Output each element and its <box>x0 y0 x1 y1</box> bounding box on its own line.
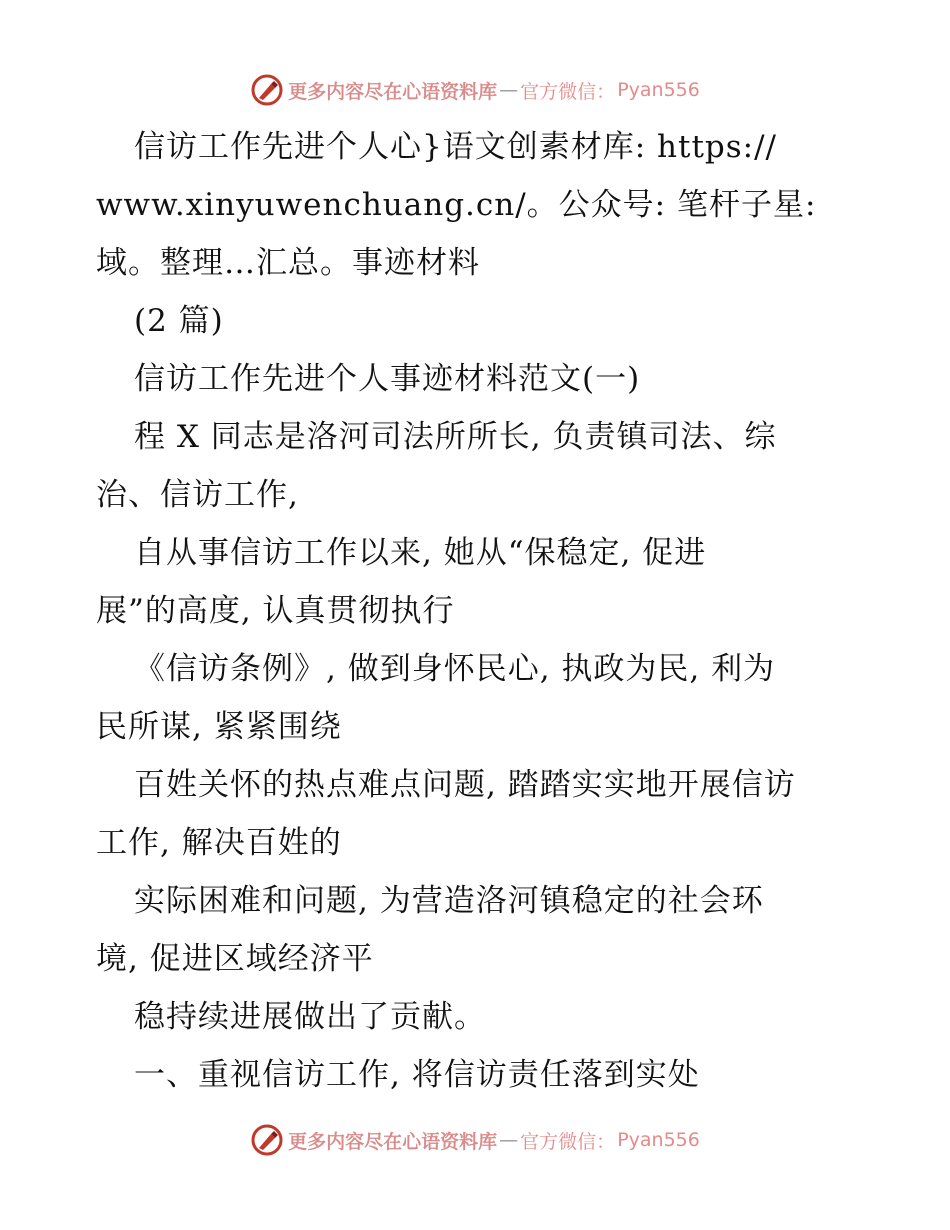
pen-logo-icon <box>250 1123 284 1157</box>
pen-logo-icon <box>250 73 284 107</box>
text-line: 《信访条例》, 做到身怀民心, 执政为民, 利为 <box>134 651 776 687</box>
banner-sub-text: 官方微信： <box>520 80 616 103</box>
text-line: 民所谋, 紧紧围绕 <box>96 709 342 745</box>
section-heading: 一、重视信访工作, 将信访责任落到实处 <box>134 1057 700 1093</box>
header-banner <box>0 70 950 110</box>
text-line: (2 篇) <box>134 303 224 339</box>
banner-sub-text: 官方微信： <box>520 1130 616 1153</box>
banner-main-text: 更多内容尽在心语资料库 <box>288 1130 498 1153</box>
text-line: 百姓关怀的热点难点问题, 踏踏实实地开展信访 <box>134 767 796 803</box>
footer-banner <box>0 1120 950 1160</box>
text-line: www.xinyuwenchuang.cn/。公众号: 笔杆子星: <box>96 187 817 223</box>
banner-main-text: 更多内容尽在心语资料库 <box>288 80 498 103</box>
text-line: 信访工作先进个人心}语文创素材库: https:// <box>134 129 777 165</box>
text-line: 程 X 同志是洛河司法所所长, 负责镇司法、综 <box>134 419 777 455</box>
banner-dash: — <box>499 1129 519 1151</box>
document-body <box>96 118 856 1104</box>
text-line: 域。整理…汇总。事迹材料 <box>96 245 480 281</box>
text-line: 稳持续进展做出了贡献。 <box>134 999 486 1035</box>
text-line: 治、信访工作, <box>96 477 299 513</box>
text-line: 工作, 解决百姓的 <box>96 825 342 861</box>
text-line: 自从事信访工作以来, 她从“保稳定, 促进 <box>134 535 707 571</box>
text-line: 境, 促进区域经济平 <box>96 941 374 977</box>
text-line: 实际困难和问题, 为营造洛河镇稳定的社会环 <box>134 883 764 919</box>
banner-wechat-id: Pyan556 <box>617 1129 700 1151</box>
banner-wechat-id: Pyan556 <box>617 79 700 101</box>
section-title: 信访工作先进个人事迹材料范文(一) <box>134 361 641 397</box>
text-line: 展”的高度, 认真贯彻执行 <box>96 593 455 629</box>
banner-dash: — <box>499 79 519 101</box>
